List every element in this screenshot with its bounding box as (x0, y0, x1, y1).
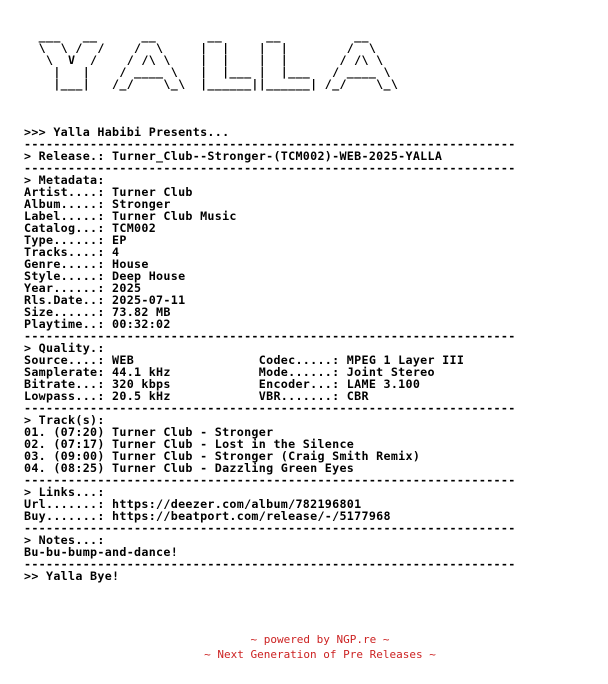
footer (0, 632, 608, 662)
footer-powered-by: ~ powered by NGP.re ~ (250, 633, 390, 646)
footer-tagline: ~ Next Generation of Pre Releases ~ (204, 648, 436, 661)
nfo-text: ___ __ __ __ __ __ \ \ / / / \ | | | | / \ \ V / / /\ \ | | | | / /\ \ | | / ____ \ | |___ | |___ / ____ \ |___| /_/ \_\ |______||______| /_/ \_\ >>> Yalla Habibi Presents... ------------------------------------------------------------------- > Release.: Turner_Club--Stronger-(TCM002)-WEB-2025-YALLA ------------------------------------------------------------------- > Metadata: Artist....: Turner Club Album.....: Stronger Label.....: Turner Club Music Catalog...: TCM002 Type......: EP Tracks....: 4 Genre.....: House Style.....: Deep House Year......: 2025 Rls.Date..: 2025-07-11 Size......: 73.82 MB Playtime..: 00:32:02 ------------------------------------------------------------------- > Quality.: Source....: WEB Codec.....: MPEG 1 Layer III Samplerate: 44.1 kHz Mode......: Joint Stereo Bitrate...: 320 kbps Encoder...: LAME 3.100 Lowpass...: 20.5 kHz VBR.......: CBR ------------------------------------------------------------------- > Track(s): 01. (07:20) Turner Club - Stronger 02. (07:17) Turner Club - Lost in the Silence 03. (09:00) Turner Club - Stronger (Craig Smith Remix) 04. (08:25) Turner Club - Dazzling Green Eyes ------------------------------------------------------------------- > Links...: Url.......: https://deezer.com/album/782196801 Buy.......: https://beatport.com/release/-/5177968 ------------------------------------------------------------------- > Notes...: Bu-bu-bump-and-dance! ------------------------------------------------------------------- >> Yalla Bye! (24, 29, 516, 583)
